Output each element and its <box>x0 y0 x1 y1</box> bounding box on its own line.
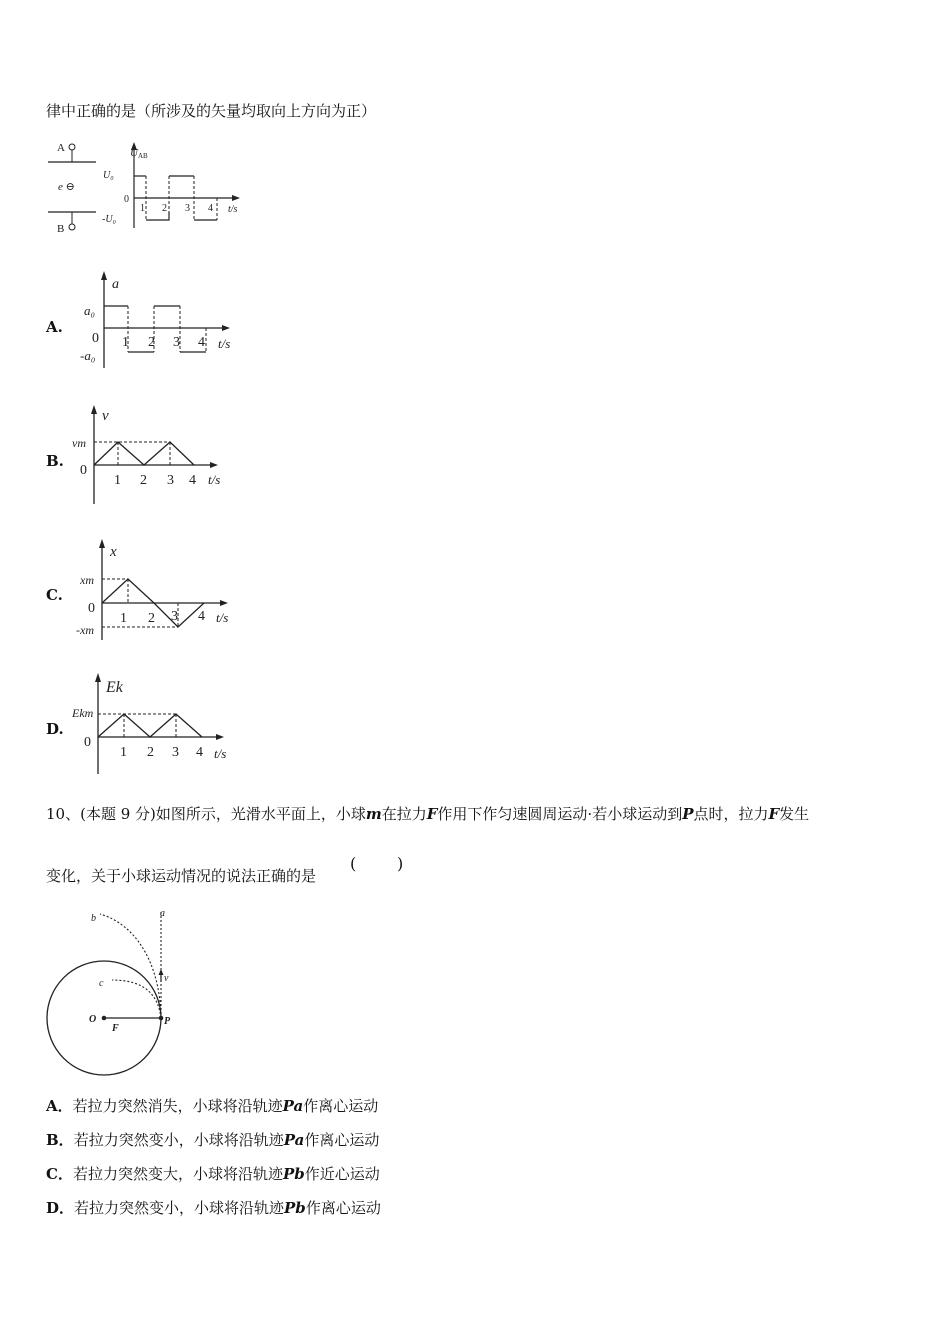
label-f: F <box>112 1023 119 1034</box>
c-pos-label: xm <box>80 573 94 587</box>
d-tick-1: 1 <box>120 745 127 760</box>
a-pos-label: a₀ <box>84 303 96 318</box>
uab-figure <box>44 136 254 240</box>
b-tick-3: 3 <box>167 473 174 488</box>
a-tick-3: 3 <box>173 335 180 350</box>
q10-option-a[interactable]: A．若拉力突然消失，小球将沿轨迹Pa作离心运动 <box>46 1097 379 1115</box>
uab-tick-4: 4 <box>208 203 213 214</box>
b-tick-2: 2 <box>140 473 147 488</box>
a-x-label: t/s <box>218 336 231 351</box>
option-b-label: B. <box>46 452 64 470</box>
c-origin: 0 <box>88 601 95 616</box>
d-tick-3: 3 <box>172 745 179 760</box>
d-x-label: t/s <box>214 746 227 761</box>
option-c-graph <box>74 536 244 644</box>
option-d-graph <box>70 670 240 778</box>
b-origin: 0 <box>80 463 87 478</box>
plate-bottom-label: B <box>57 223 65 235</box>
a-neg-label: -a₀ <box>80 348 96 363</box>
a-tick-2: 2 <box>148 335 155 350</box>
d-y-label: Ek <box>106 679 123 696</box>
label-v: v <box>164 973 169 984</box>
c-tick-2: 2 <box>148 611 155 626</box>
path-b <box>100 914 161 1018</box>
d-tick-2: 2 <box>147 745 154 760</box>
q10-option-d[interactable]: D．若拉力突然变小，小球将沿轨迹Pb作离心运动 <box>46 1199 381 1217</box>
uab-tick-3: 3 <box>185 203 190 214</box>
option-b-graph <box>70 402 240 507</box>
b-tick-1: 1 <box>114 473 121 488</box>
d-tick-4: 4 <box>196 745 203 760</box>
b-x-label: t/s <box>208 472 221 487</box>
option-a-graph <box>78 268 248 373</box>
answer-paren-close: ) <box>397 854 404 873</box>
label-o: O <box>89 1014 97 1025</box>
center-point <box>102 1016 107 1021</box>
c-neg-label: -xm <box>76 623 94 637</box>
option-c-label: C. <box>46 586 63 604</box>
label-b: b <box>91 913 96 924</box>
uab-y-label: UAB <box>130 147 148 160</box>
option-a-label: A. <box>46 318 63 336</box>
circular-motion-figure <box>40 902 190 1088</box>
uab-x-label: t/s <box>228 204 238 215</box>
label-a: a <box>160 908 165 919</box>
uab-origin: 0 <box>124 194 129 205</box>
uab-neg-label: -U₀ <box>102 214 117 225</box>
q10-option-b[interactable]: B．若拉力突然变小，小球将沿轨迹Pa作离心运动 <box>46 1131 380 1149</box>
d-pos-label: Ekm <box>72 706 94 720</box>
c-y-label: x <box>110 544 117 560</box>
a-tick-1: 1 <box>122 335 129 350</box>
electron-label: e ⊖ <box>58 181 75 193</box>
uab-chart <box>102 142 240 228</box>
path-c <box>112 980 161 1018</box>
d-origin: 0 <box>84 735 91 750</box>
uab-tick-2: 2 <box>162 203 167 214</box>
label-c: c <box>99 978 104 989</box>
intro-text: 律中正确的是（所涉及的矢量均取向上方向为正） <box>46 102 377 120</box>
b-pos-label: vm <box>72 436 86 450</box>
q10-line1: 10、(本题 9 分)如图所示，光滑水平面上，小球m在拉力F作用下作匀速圆周运动·若小球运动到P点时，拉力F发生 <box>46 805 810 823</box>
q10-line2: 变化，关于小球运动情况的说法正确的是 <box>46 867 317 885</box>
label-p: P <box>164 1016 171 1027</box>
c-tick-4: 4 <box>198 609 205 624</box>
uab-tick-1: 1 <box>140 203 145 214</box>
b-y-label: v <box>102 408 109 424</box>
a-origin: 0 <box>92 331 99 346</box>
a-tick-4: 4 <box>198 335 205 350</box>
c-x-label: t/s <box>216 610 229 625</box>
answer-paren-open: ( <box>350 854 357 873</box>
plate-top-label: A <box>57 142 65 154</box>
option-d-label: D. <box>46 720 64 738</box>
b-tick-4: 4 <box>189 473 196 488</box>
c-tick-1: 1 <box>120 611 127 626</box>
a-y-label: a <box>112 277 119 292</box>
c-tick-3: 3 <box>171 609 178 624</box>
uab-pos-label: U₀ <box>103 170 114 181</box>
q10-option-c[interactable]: C．若拉力突然变大，小球将沿轨迹Pb作近心运动 <box>46 1165 380 1183</box>
